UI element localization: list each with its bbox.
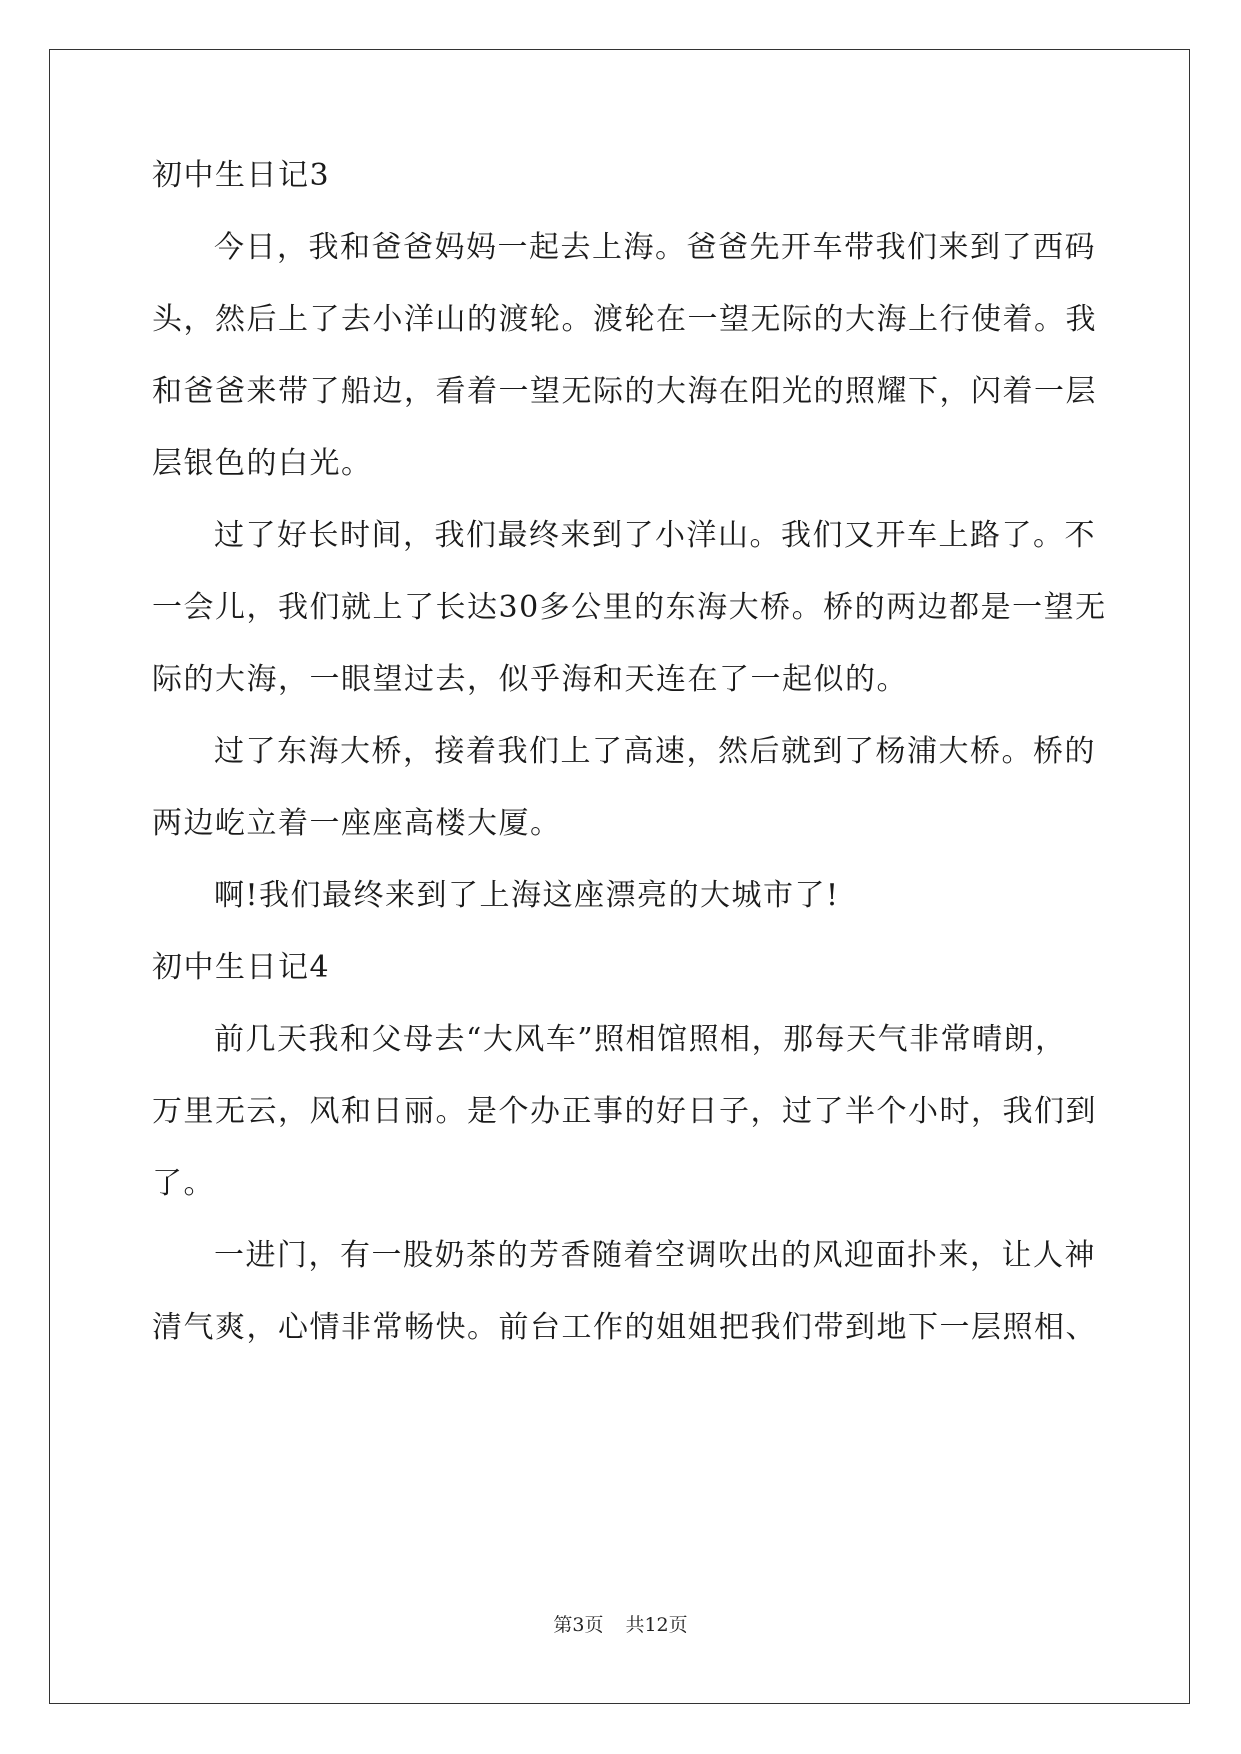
section-title: 初中生日记3 [152, 158, 331, 193]
paragraph-line: 万里无云，风和日丽。是个办正事的好日子，过了半个小时，我们到 [152, 1094, 1097, 1129]
paragraph-line: 层银色的白光。 [152, 446, 373, 481]
paragraph-line: 啊!我们最终来到了上海这座漂亮的大城市了! [214, 878, 840, 913]
paragraph-line: 今日，我和爸爸妈妈一起去上海。爸爸先开车带我们来到了西码 [214, 230, 1096, 265]
total-pages-label: 共12页 [625, 1614, 688, 1636]
paragraph-line: 过了东海大桥，接着我们上了高速，然后就到了杨浦大桥。桥的 [214, 734, 1096, 769]
page-footer [0, 1613, 1241, 1637]
paragraph-line: 清气爽，心情非常畅快。前台工作的姐姐把我们带到地下一层照相、 [152, 1310, 1097, 1345]
paragraph-line: 前几天我和父母去“大风车”照相馆照相，那每天气非常晴朗， [214, 1022, 1067, 1057]
paragraph-line: 头，然后上了去小洋山的渡轮。渡轮在一望无际的大海上行使着。我 [152, 302, 1097, 337]
paragraph-line: 一会儿，我们就上了长达30多公里的东海大桥。桥的两边都是一望无 [152, 590, 1107, 625]
paragraph-line: 际的大海，一眼望过去，似乎海和天连在了一起似的。 [152, 662, 908, 697]
paragraph-line: 和爸爸来带了船边，看着一望无际的大海在阳光的照耀下，闪着一层 [152, 374, 1097, 409]
section-title: 初中生日记4 [152, 950, 331, 985]
paragraph-line: 过了好长时间，我们最终来到了小洋山。我们又开车上路了。不 [214, 518, 1096, 553]
paragraph-line: 两边屹立着一座座高楼大厦。 [152, 806, 562, 841]
paragraph-line: 一进门，有一股奶茶的芳香随着空调吹出的风迎面扑来，让人神 [214, 1238, 1096, 1273]
paragraph-line: 了。 [152, 1166, 215, 1201]
current-page-label: 第3页 [553, 1614, 604, 1636]
